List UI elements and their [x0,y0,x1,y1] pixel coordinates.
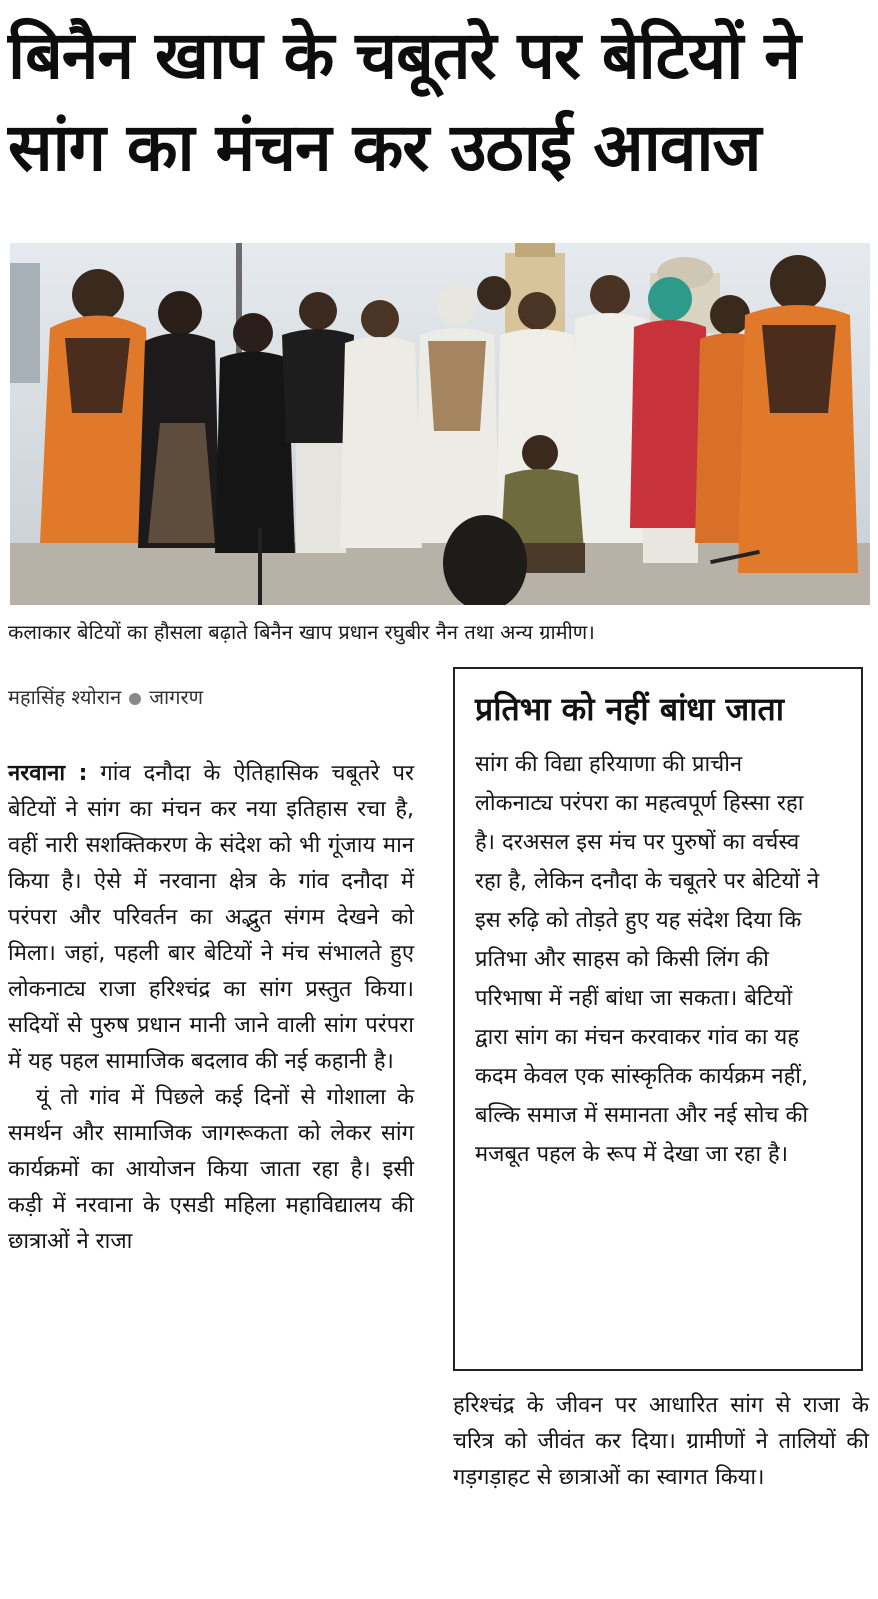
article-paragraph-1-text: गांव दनौदा के ऐतिहासिक चबूतरे पर बेटियों ने सांग का मंचन कर नया इतिहास रचा है, वहीं नारी सशक्तिकरण के संदेश को भी गूंजाय मान किया है। ऐसे में नरवाना क्षेत्र के गांव दनौदा में परंपरा और परिवर्तन का अद्भुत संगम देखने को मिला। जहां, पहली बार बेटियों ने मंच संभालते हुए लोकनाट्य राजा हरिश्चंद्र का सांग प्रस्तुत किया। सदियों से पुरुष प्रधान मानी जाने वाली सांग परंपरा में यह पहल सामाजिक बदलाव की नई कहानी है। [8,761,414,1074]
byline [8,683,203,710]
sidebar-body: सांग की विद्या हरियाणा की प्राचीन लोकनाट्य परंपरा का महत्वपूर्ण हिस्सा रहा है। दरअसल इस मंच पर पुरुषों का वर्चस्व रहा है, लेकिन दनौदा के चबूतरे पर बेटियों ने इस रुढ़ि को तोड़ते हुए यह संदेश दिया कि प्रतिभा और साहस को किसी लिंग की परिभाषा में नहीं बांधा जा सकता। बेटियों द्वारा सांग का मंचन करवाकर गांव का यह कदम केवल एक सांस्कृतिक कार्यक्रम नहीं, बल्कि समाज में समानता और नई सोच की मजबूत पहल के रूप में देखा जा रहा है। [475,752,820,1167]
sidebar-box [453,667,863,1371]
byline-author: महासिंह श्योरान [8,685,122,709]
article-dateline: नरवाना : [8,761,88,786]
bullet-icon [129,693,141,705]
article-paragraph-2: यूं तो गांव में पिछले कई दिनों से गोशाला के समर्थन और सामाजिक जागरूकता को लेकर सांग कार्यक्रमों का आयोजन किया जाता रहा है। इसी कड़ी में नरवाना के एसडी महिला महाविद्यालय की छात्राओं ने राजा [8,1085,414,1254]
photo-illustration [10,243,870,605]
sidebar-title: प्रतिभा को नहीं बांधा जाता [475,690,785,728]
photo-caption: कलाकार बेटियों का हौसला बढ़ाते बिनैन खाप प्रधान रघुबीर नैन तथा अन्य ग्रामीण। [8,620,595,644]
headline: बिनैन खाप के चबूतरे पर बेटियों ने सांग का मंचन कर उठाई आवाज [8,17,800,186]
article-left-column [8,756,414,1260]
byline-source: जागरण [149,685,204,709]
news-photo [10,243,870,605]
article-paragraph-1 [8,756,414,1080]
article-paragraph-3: हरिश्चंद्र के जीवन पर आधारित सांग से राजा के चरित्र को जीवंत कर दिया। ग्रामीणों ने तालियों की गड़गड़ाहट से छात्राओं का स्वागत किया। [453,1393,869,1490]
